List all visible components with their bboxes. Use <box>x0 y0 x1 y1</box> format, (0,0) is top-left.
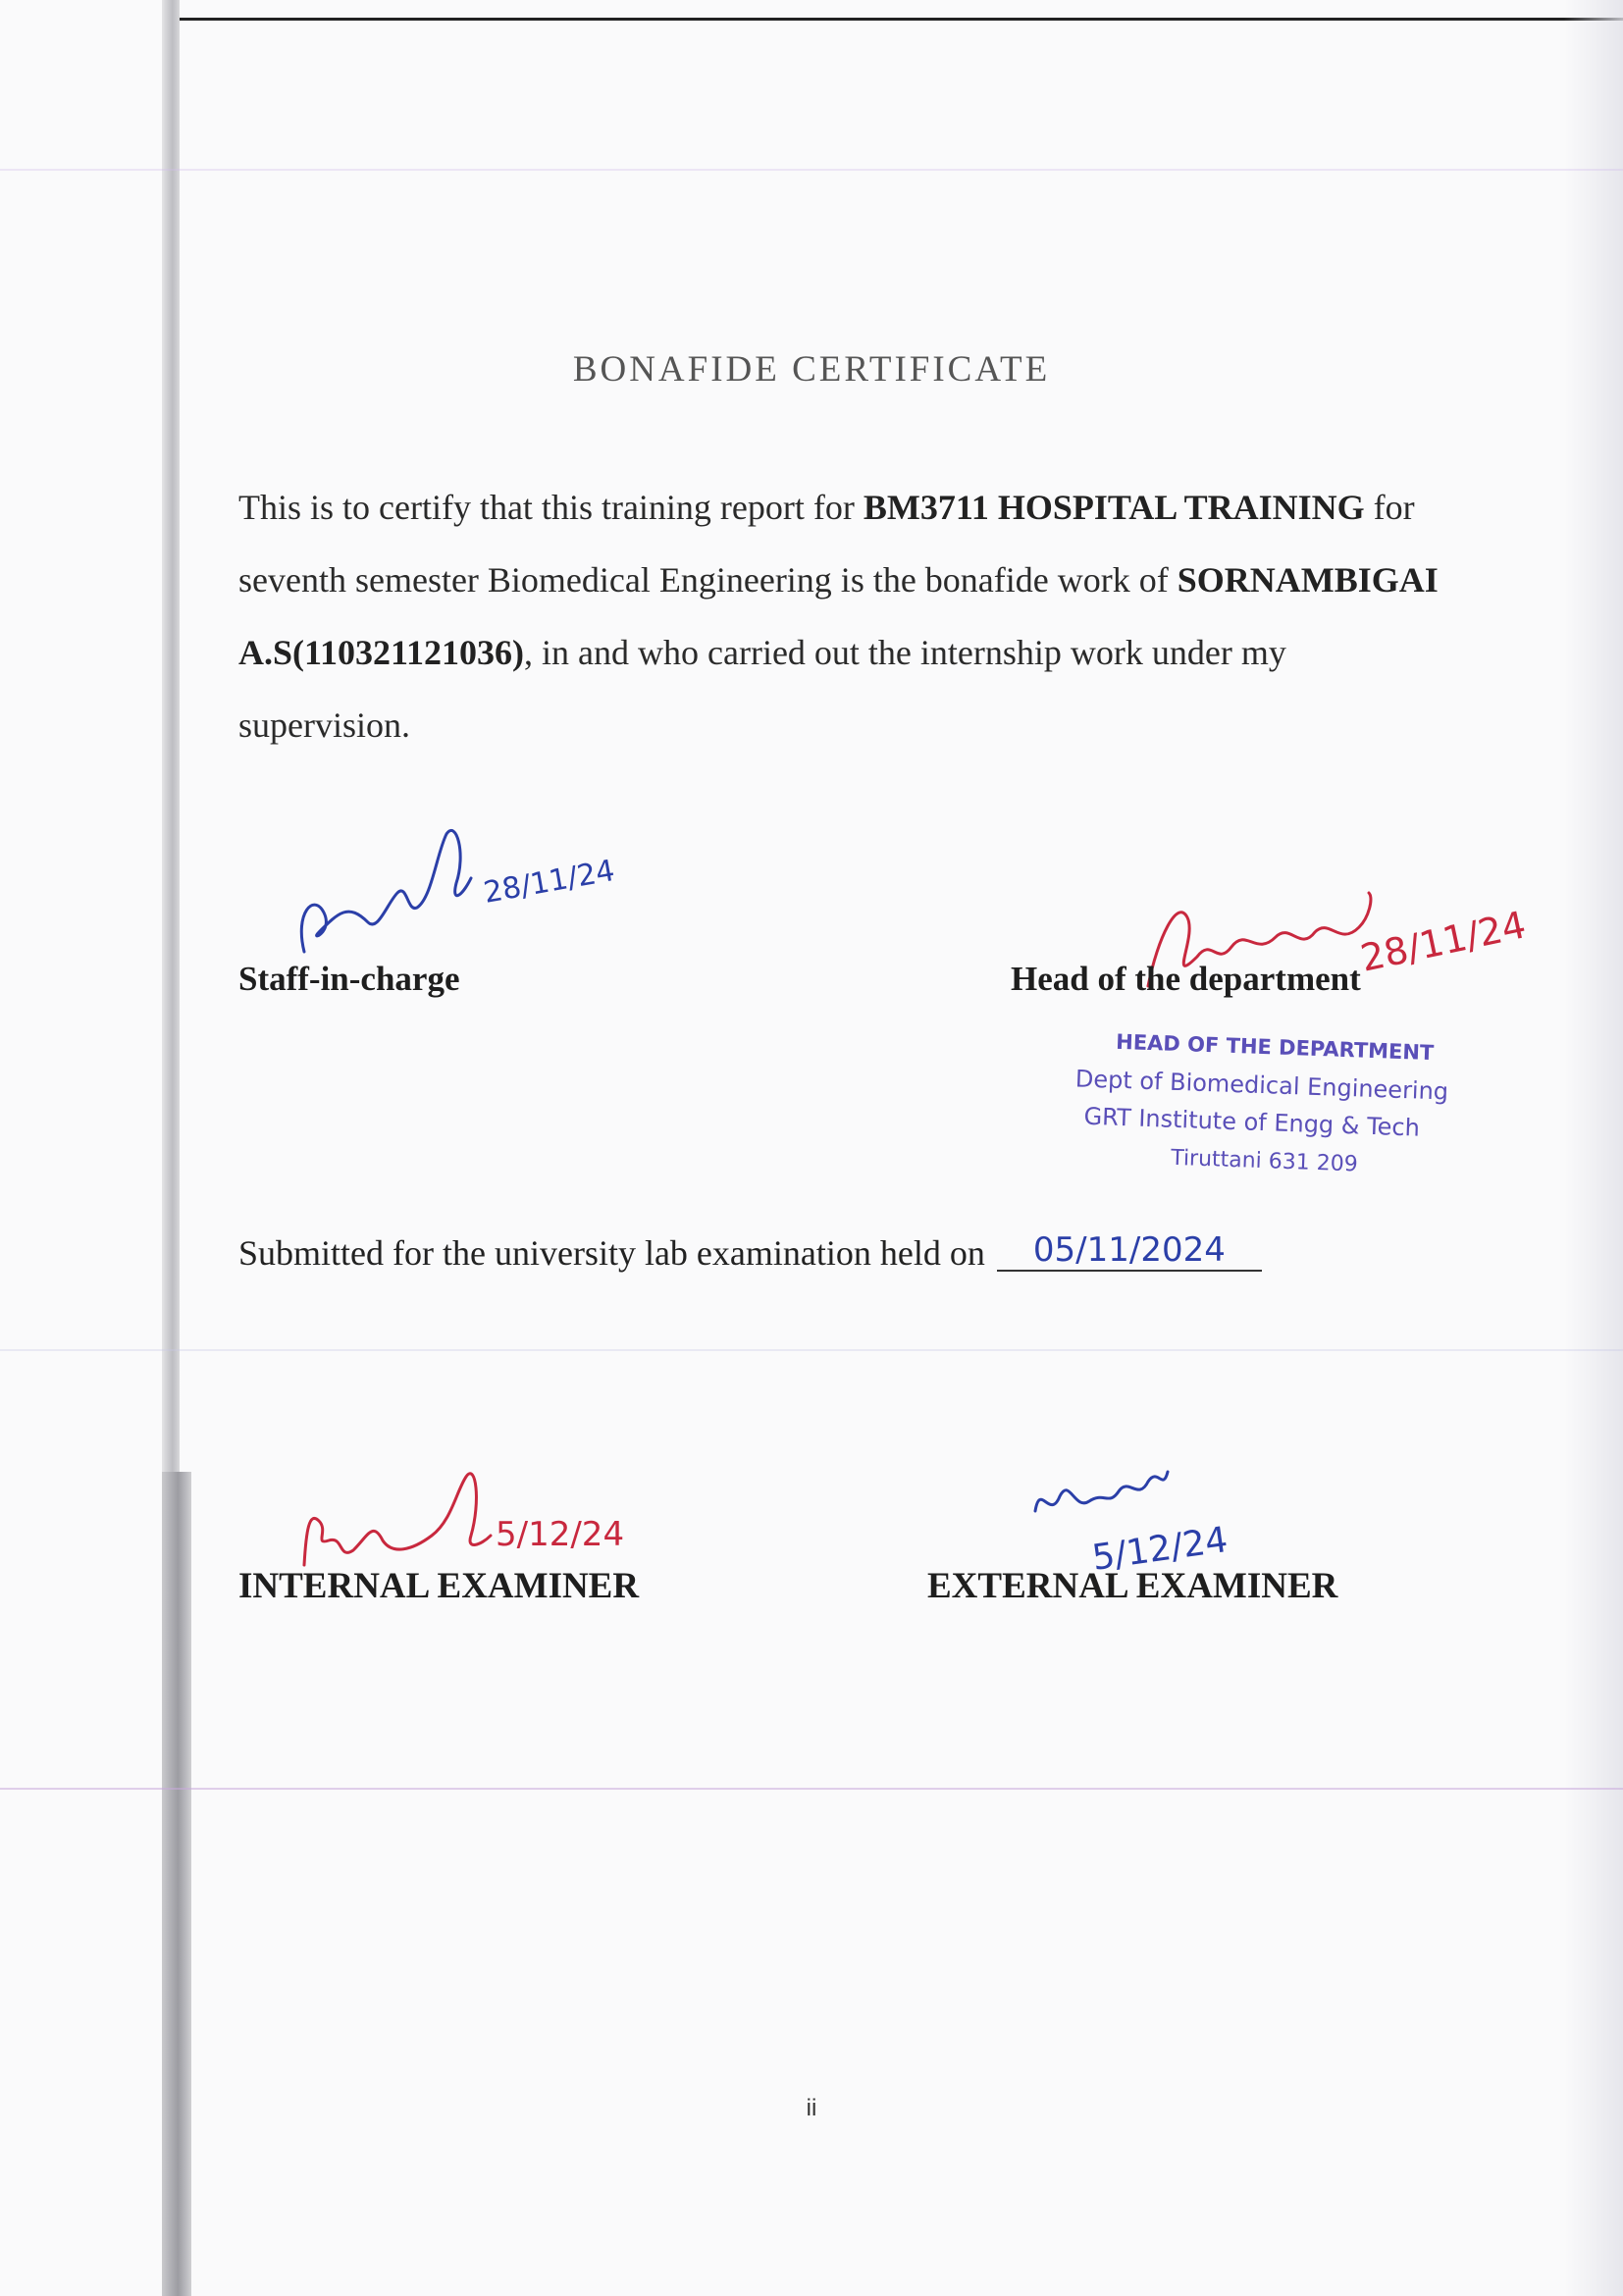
staff-in-charge-label: Staff-in-charge <box>238 960 460 998</box>
submission-line <box>238 1232 1262 1276</box>
external-signature-date: 5/12/24 <box>1089 1519 1230 1579</box>
stamp-line-3: GRT Institute of Engg & Tech <box>1083 1102 1421 1142</box>
course-name: BM3711 HOSPITAL TRAINING <box>863 488 1365 527</box>
staff-signature-date: 28/11/24 <box>481 854 618 911</box>
internal-examiner-signature <box>285 1442 677 1580</box>
stamp-line-4: Tiruttani 631 209 <box>1170 1145 1359 1177</box>
internal-examiner-label: INTERNAL EXAMINER <box>238 1566 640 1606</box>
external-examiner-label: EXTERNAL EXAMINER <box>927 1566 1338 1606</box>
page-number: ii <box>806 2095 817 2121</box>
stamp-line-1: HEAD OF THE DEPARTMENT <box>1115 1029 1435 1066</box>
scan-line <box>0 1788 1623 1790</box>
certificate-title: BONAFIDE CERTIFICATE <box>572 349 1051 390</box>
body-text: This is to certify that this training report for <box>238 488 864 527</box>
scan-top-border <box>165 18 1623 21</box>
head-of-department-label: Head of the department <box>1011 960 1361 998</box>
staff-signature <box>280 795 672 971</box>
scan-spine-shadow-lower <box>162 1472 191 2296</box>
department-stamp <box>1055 1025 1526 1192</box>
student-name: SORNAMBIGAI A.S(110321121036) <box>238 560 1439 672</box>
internal-signature-date: 5/12/24 <box>496 1515 625 1554</box>
certificate-body <box>238 471 1445 761</box>
scan-right-shade <box>1564 0 1623 2296</box>
exam-date: 05/11/2024 <box>997 1230 1262 1272</box>
scan-line <box>0 1349 1623 1351</box>
hod-signature-date: 28/11/24 <box>1356 903 1530 980</box>
stamp-line-2: Dept of Biomedical Engineering <box>1074 1065 1449 1106</box>
scan-line <box>0 169 1623 171</box>
submission-text: Submitted for the university lab examination held on <box>238 1233 985 1273</box>
body-text: for seventh semester Biomedical Engineering is the bonafide work of <box>238 488 1415 600</box>
body-text: , in and who carried out the internship work under my supervision. <box>238 633 1286 745</box>
